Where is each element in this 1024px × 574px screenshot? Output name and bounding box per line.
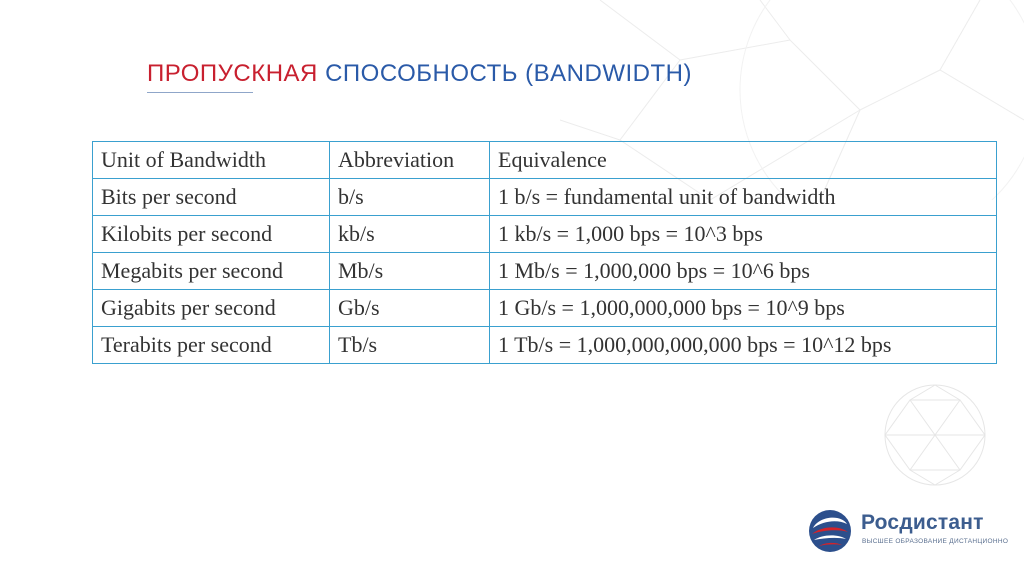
slide-title-blue-words: СПОСОБНОСТЬ (BANDWIDTH) xyxy=(325,60,692,87)
table-row xyxy=(93,327,997,364)
table-cell-unit: Megabits per second xyxy=(93,253,330,290)
table-cell-abbreviation: b/s xyxy=(330,179,490,216)
title-underline xyxy=(147,92,253,93)
table-cell-abbreviation: Gb/s xyxy=(330,290,490,327)
logo-tagline: ВЫСШЕЕ ОБРАЗОВАНИЕ ДИСТАНЦИОННО xyxy=(862,538,1009,545)
table-cell-abbreviation: Mb/s xyxy=(330,253,490,290)
table-cell-equivalence: 1 Mb/s = 1,000,000 bps = 10^6 bps xyxy=(490,253,997,290)
rosdistant-logo xyxy=(807,508,1007,558)
geodesic-sphere-decoration xyxy=(880,380,990,490)
slide-title xyxy=(147,58,692,90)
table-cell-equivalence: 1 b/s = fundamental unit of bandwidth xyxy=(490,179,997,216)
globe-swirl-icon xyxy=(807,508,853,554)
table-cell-abbreviation: Tb/s xyxy=(330,327,490,364)
slide-title-red-word: ПРОПУСКНАЯ xyxy=(147,60,318,87)
header-cell: Unit of Bandwidth xyxy=(93,142,330,179)
table-row xyxy=(93,179,997,216)
bandwidth-units-table xyxy=(92,141,997,364)
logo-name: Росдистант xyxy=(861,511,984,534)
table-cell-unit: Terabits per second xyxy=(93,327,330,364)
table-row xyxy=(93,290,997,327)
table-header-row xyxy=(93,142,997,179)
table-cell-unit: Bits per second xyxy=(93,179,330,216)
table-cell-equivalence: 1 Tb/s = 1,000,000,000,000 bps = 10^12 bps xyxy=(490,327,997,364)
table-cell-unit: Gigabits per second xyxy=(93,290,330,327)
table-row xyxy=(93,216,997,253)
header-cell: Abbreviation xyxy=(330,142,490,179)
header-cell: Equivalence xyxy=(490,142,997,179)
table-cell-equivalence: 1 Gb/s = 1,000,000,000 bps = 10^9 bps xyxy=(490,290,997,327)
table-row xyxy=(93,253,997,290)
table-cell-equivalence: 1 kb/s = 1,000 bps = 10^3 bps xyxy=(490,216,997,253)
table-cell-unit: Kilobits per second xyxy=(93,216,330,253)
table-cell-abbreviation: kb/s xyxy=(330,216,490,253)
